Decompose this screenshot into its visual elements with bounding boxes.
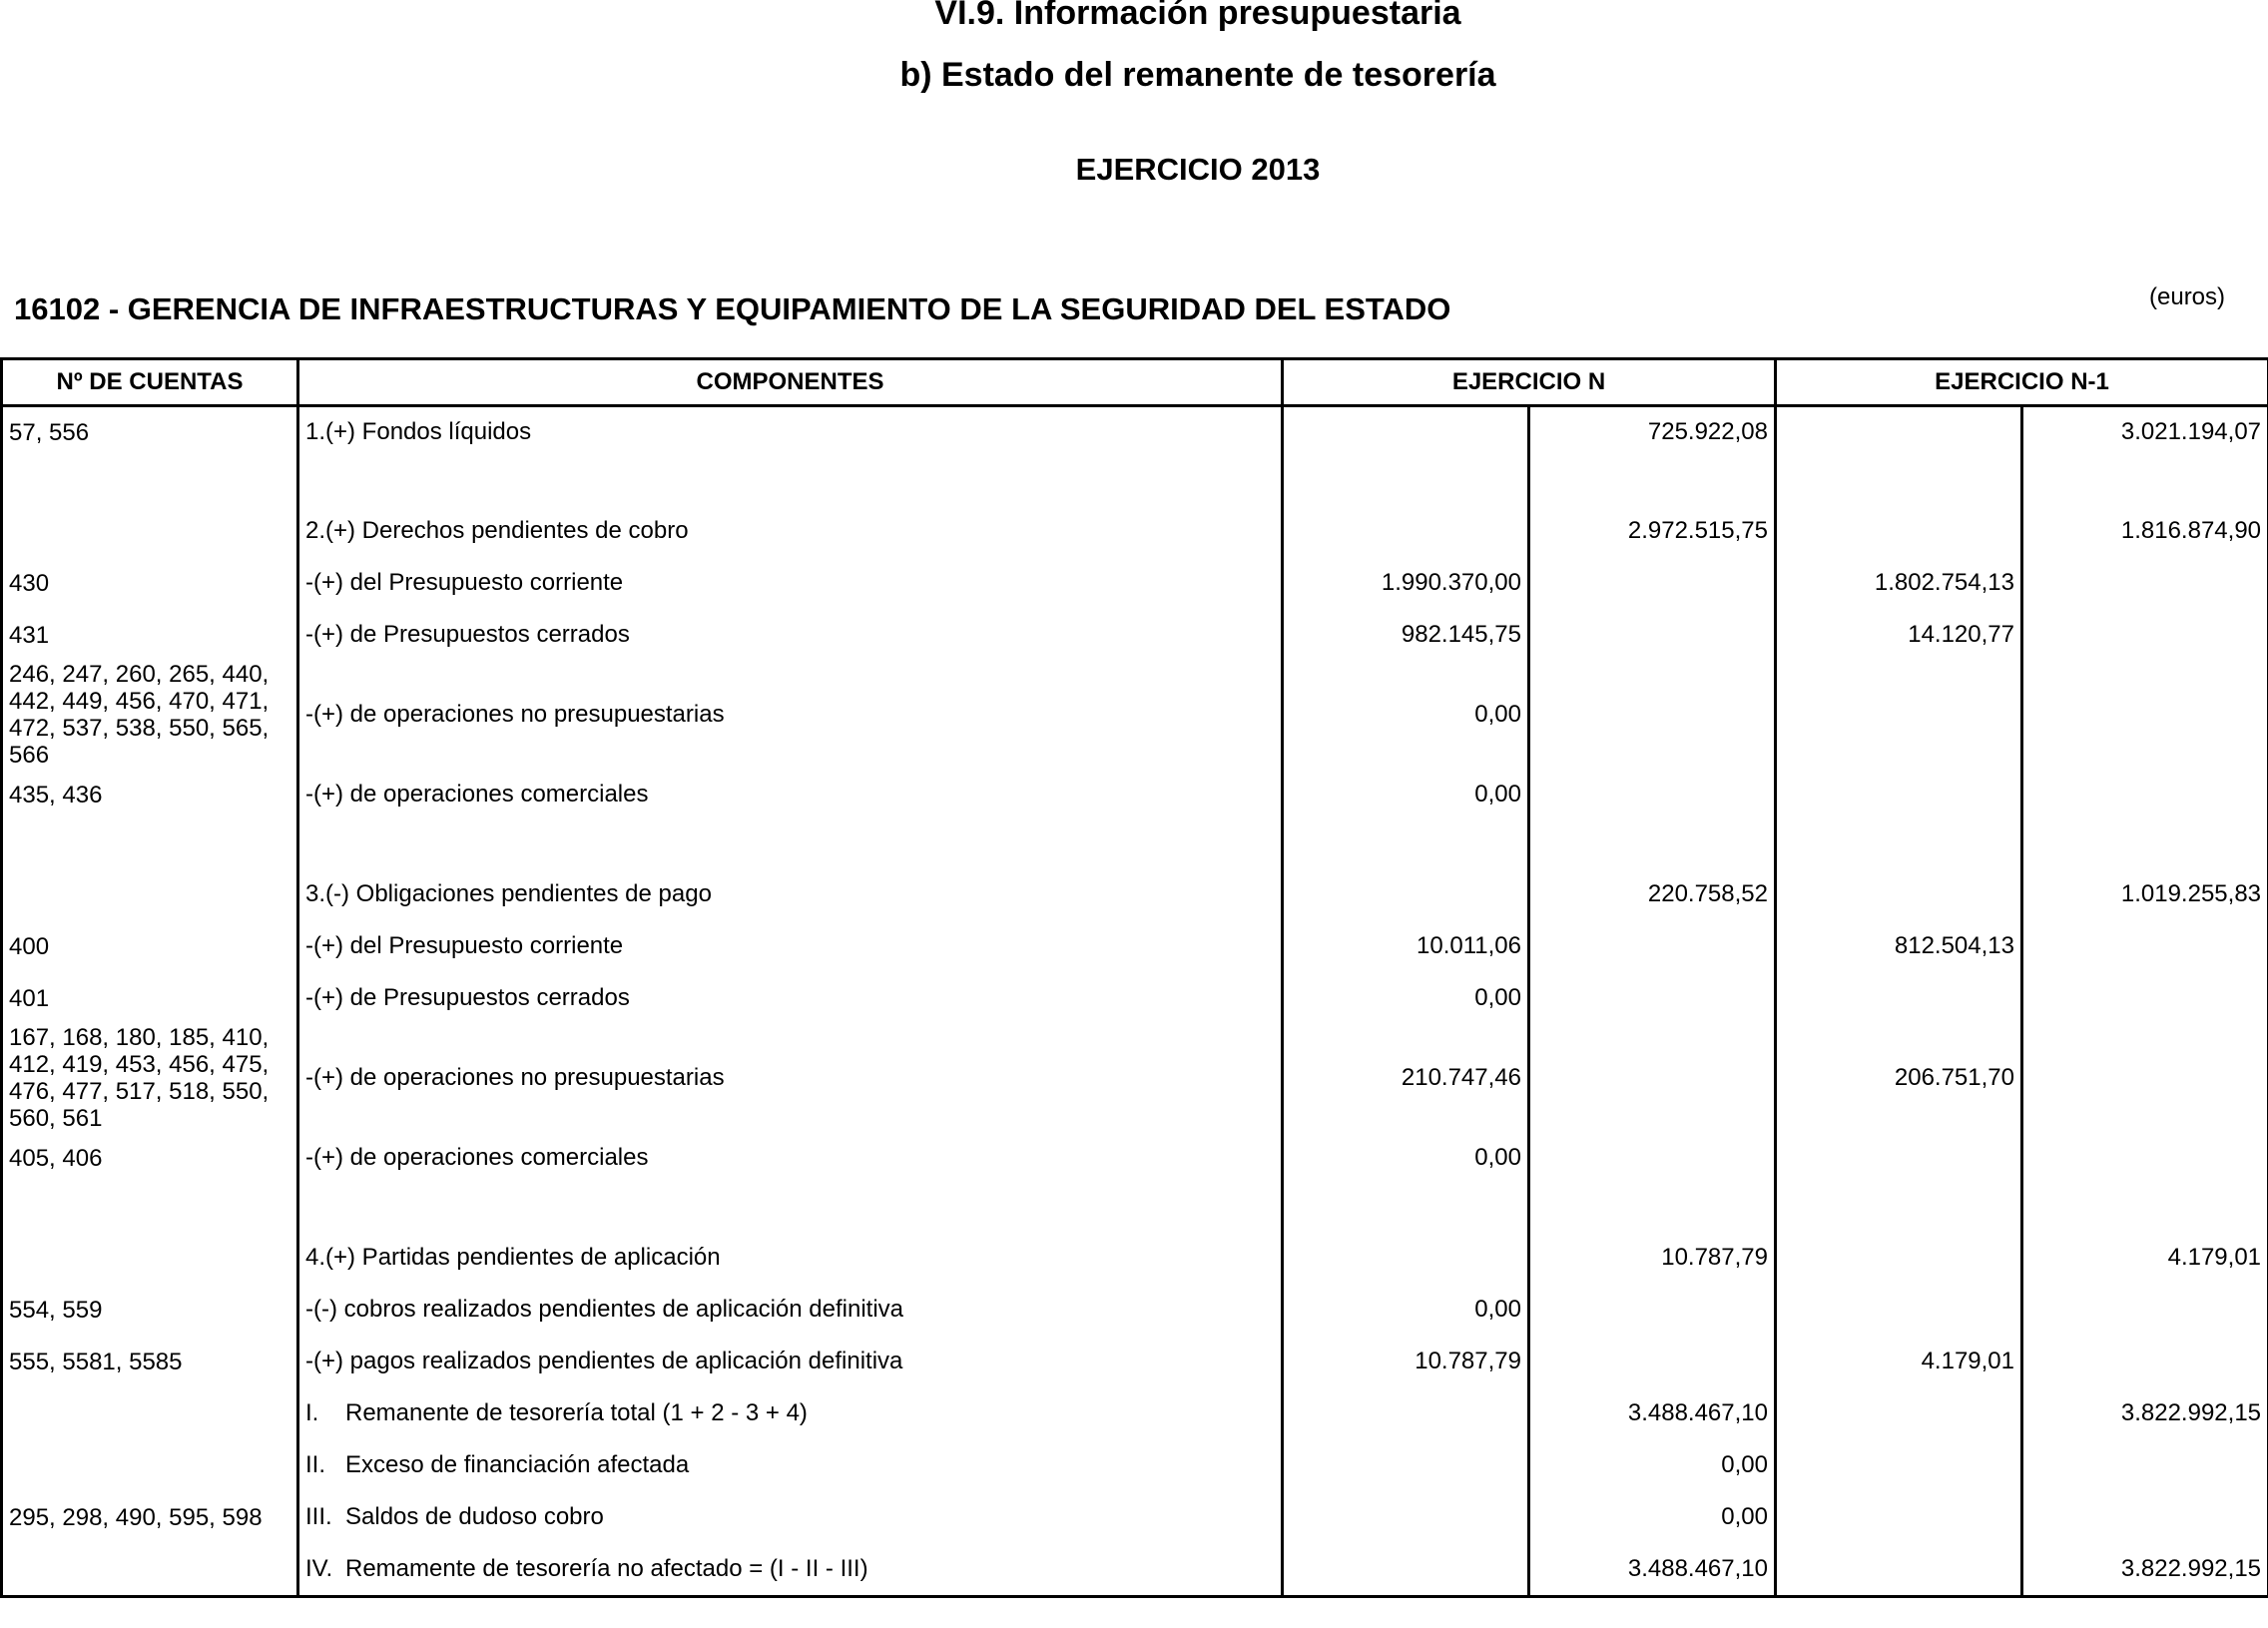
row-cuentas: 405, 406 [2,1132,298,1184]
row-ejercicio-n-total: 0,00 [1529,1439,1776,1491]
report-subtitle: b) Estado del remanente de tesorería [899,56,1496,94]
column-header-ejercicio-n: EJERCICIO N [1283,359,1776,406]
spacer-row [2,1184,2268,1232]
row-numeral: II. [305,1451,326,1478]
row-ejercicio-n-total [1529,972,1776,1024]
row-ejercicio-n-total [1529,1132,1776,1184]
row-cuentas: 435, 436 [2,769,298,820]
row-numeral: IV. [305,1555,333,1582]
row-ejercicio-n-total [1529,1284,1776,1336]
row-ejercicio-n1-detalle [1776,1491,2022,1543]
spacer-cell [2022,457,2268,505]
row-ejercicio-n1-total: 3.822.992,15 [2022,1543,2268,1597]
row-ejercicio-n1-total: 1.816.874,90 [2022,505,2268,557]
row-componente: 4.(+) Partidas pendientes de aplicación [298,1232,1283,1284]
table-body [2,406,2268,1597]
spacer-row [2,457,2268,505]
table-row [2,661,2268,769]
row-componente: -(+) de Presupuestos cerrados [298,972,1283,1024]
row-componente: -(+) de operaciones no presupuestarias [298,661,1283,769]
row-ejercicio-n-total: 10.787,79 [1529,1232,1776,1284]
row-ejercicio-n1-total: 3.822.992,15 [2022,1387,2268,1439]
row-ejercicio-n1-detalle [1776,661,2022,769]
row-ejercicio-n-total: 220.758,52 [1529,868,1776,920]
row-cuentas: 167, 168, 180, 185, 410, 412, 419, 453, 456, 475, 476, 477, 517, 518, 550, 560, 561 [2,1024,298,1132]
spacer-cell [2,1184,298,1232]
spacer-cell [1529,457,1776,505]
row-ejercicio-n1-total [2022,769,2268,820]
row-ejercicio-n1-total [2022,1336,2268,1387]
fiscal-year: EJERCICIO 2013 [1075,152,1321,187]
row-componente [298,1491,1283,1543]
spacer-cell [1776,820,2022,868]
row-cuentas [2,1439,298,1491]
row-componente: -(+) de operaciones comerciales [298,1132,1283,1184]
row-cuentas: 400 [2,920,298,972]
row-componente: -(+) de Presupuestos cerrados [298,609,1283,661]
row-ejercicio-n1-total [2022,1284,2268,1336]
currency-units: (euros) [2149,283,2226,310]
row-ejercicio-n1-total [2022,1439,2268,1491]
row-componente [298,1543,1283,1597]
row-ejercicio-n1-total [2022,661,2268,769]
row-componente: -(+) pagos realizados pendientes de aplicación definitiva [298,1336,1283,1387]
row-cuentas [2,1543,298,1597]
row-ejercicio-n1-detalle: 206.751,70 [1776,1024,2022,1132]
treasury-surplus-table [0,357,2268,1598]
row-cuentas: 295, 298, 490, 595, 598 [2,1491,298,1543]
row-numeral: III. [305,1503,332,1530]
row-cuentas [2,868,298,920]
row-cuentas: 57, 556 [2,406,298,458]
table-row [2,972,2268,1024]
row-ejercicio-n-detalle [1283,868,1529,920]
row-ejercicio-n1-detalle [1776,1387,2022,1439]
row-ejercicio-n1-detalle: 812.504,13 [1776,920,2022,972]
row-ejercicio-n-detalle [1283,1232,1529,1284]
table-row [2,1387,2268,1439]
table-row [2,557,2268,609]
row-ejercicio-n1-detalle [1776,505,2022,557]
spacer-cell [1776,1184,2022,1232]
row-cuentas: 554, 559 [2,1284,298,1336]
row-ejercicio-n-total [1529,661,1776,769]
spacer-cell [1529,1184,1776,1232]
table-row [2,868,2268,920]
spacer-cell [1283,457,1529,505]
row-ejercicio-n1-total [2022,1024,2268,1132]
row-ejercicio-n1-detalle [1776,868,2022,920]
table-row [2,1024,2268,1132]
row-ejercicio-n-detalle: 1.990.370,00 [1283,557,1529,609]
row-ejercicio-n-detalle: 982.145,75 [1283,609,1529,661]
spacer-cell [2022,820,2268,868]
row-componente: 1.(+) Fondos líquidos [298,406,1283,458]
row-cuentas: 401 [2,972,298,1024]
column-header-ejercicio-n1: EJERCICIO N-1 [1776,359,2268,406]
table-row [2,609,2268,661]
column-header-cuentas: Nº DE CUENTAS [2,359,298,406]
row-ejercicio-n1-detalle: 14.120,77 [1776,609,2022,661]
row-componente [298,1387,1283,1439]
row-ejercicio-n1-detalle: 4.179,01 [1776,1336,2022,1387]
row-ejercicio-n-detalle [1283,1439,1529,1491]
row-componente: -(+) del Presupuesto corriente [298,557,1283,609]
entity-name: 16102 - GERENCIA DE INFRAESTRUCTURAS Y EQUIPAMIENTO DE LA SEGURIDAD DEL ESTADO [14,291,1451,326]
row-ejercicio-n-total [1529,1336,1776,1387]
table-row [2,406,2268,458]
row-cuentas [2,1232,298,1284]
spacer-cell [298,820,1283,868]
row-componente: -(+) de operaciones no presupuestarias [298,1024,1283,1132]
row-ejercicio-n1-total: 3.021.194,07 [2022,406,2268,458]
spacer-cell [298,1184,1283,1232]
row-componente-text: Exceso de financiación afectada [345,1451,690,1478]
row-cuentas: 555, 5581, 5585 [2,1336,298,1387]
table-row [2,1336,2268,1387]
table-row [2,1132,2268,1184]
table-row [2,1232,2268,1284]
row-ejercicio-n1-detalle [1776,769,2022,820]
row-ejercicio-n-detalle: 10.011,06 [1283,920,1529,972]
spacer-cell [1283,1184,1529,1232]
row-ejercicio-n-detalle: 0,00 [1283,1284,1529,1336]
row-ejercicio-n-total [1529,920,1776,972]
row-ejercicio-n-detalle: 10.787,79 [1283,1336,1529,1387]
row-componente [298,1439,1283,1491]
row-ejercicio-n1-total: 1.019.255,83 [2022,868,2268,920]
row-componente-text: Remamente de tesorería no afectado = (I - II - III) [345,1555,868,1582]
spacer-cell [1529,820,1776,868]
row-ejercicio-n1-total [2022,609,2268,661]
table-row [2,1543,2268,1597]
row-numeral: I. [305,1399,319,1426]
row-ejercicio-n-total [1529,1024,1776,1132]
row-cuentas: 431 [2,609,298,661]
row-cuentas [2,1387,298,1439]
row-ejercicio-n-total: 2.972.515,75 [1529,505,1776,557]
row-ejercicio-n1-detalle [1776,1439,2022,1491]
table-row [2,505,2268,557]
row-ejercicio-n-total [1529,769,1776,820]
table-row [2,1439,2268,1491]
spacer-cell [1283,820,1529,868]
row-componente-text: Remanente de tesorería total (1 + 2 - 3 + 4) [345,1399,808,1426]
row-componente: 2.(+) Derechos pendientes de cobro [298,505,1283,557]
row-ejercicio-n-detalle [1283,406,1529,458]
row-ejercicio-n1-total [2022,920,2268,972]
row-ejercicio-n-detalle [1283,1491,1529,1543]
table-header-row [2,359,2268,406]
row-ejercicio-n-detalle: 210.747,46 [1283,1024,1529,1132]
row-ejercicio-n1-total [2022,557,2268,609]
row-cuentas: 430 [2,557,298,609]
table-row [2,920,2268,972]
row-ejercicio-n-detalle: 0,00 [1283,661,1529,769]
row-componente: -(+) de operaciones comerciales [298,769,1283,820]
row-componente-text: Saldos de dudoso cobro [345,1503,604,1530]
row-ejercicio-n-detalle: 0,00 [1283,972,1529,1024]
row-ejercicio-n-detalle: 0,00 [1283,769,1529,820]
row-ejercicio-n-total: 3.488.467,10 [1529,1387,1776,1439]
row-ejercicio-n1-total [2022,1132,2268,1184]
row-componente: 3.(-) Obligaciones pendientes de pago [298,868,1283,920]
spacer-cell [2,457,298,505]
row-ejercicio-n1-total [2022,972,2268,1024]
row-ejercicio-n1-detalle [1776,1132,2022,1184]
row-ejercicio-n1-detalle: 1.802.754,13 [1776,557,2022,609]
row-componente: -(+) del Presupuesto corriente [298,920,1283,972]
spacer-cell [298,457,1283,505]
spacer-row [2,820,2268,868]
table-row [2,1491,2268,1543]
row-componente: -(-) cobros realizados pendientes de aplicación definitiva [298,1284,1283,1336]
row-ejercicio-n-total [1529,557,1776,609]
row-ejercicio-n-detalle [1283,1387,1529,1439]
row-ejercicio-n1-total: 4.179,01 [2022,1232,2268,1284]
spacer-cell [2,820,298,868]
table-row [2,769,2268,820]
table-row [2,1284,2268,1336]
row-ejercicio-n1-detalle [1776,1284,2022,1336]
row-ejercicio-n-detalle [1283,505,1529,557]
row-ejercicio-n-detalle: 0,00 [1283,1132,1529,1184]
row-ejercicio-n-detalle [1283,1543,1529,1597]
row-ejercicio-n1-detalle [1776,972,2022,1024]
row-ejercicio-n-total [1529,609,1776,661]
row-ejercicio-n-total: 725.922,08 [1529,406,1776,458]
row-ejercicio-n1-detalle [1776,406,2022,458]
spacer-cell [1776,457,2022,505]
row-ejercicio-n-total: 0,00 [1529,1491,1776,1543]
report-title: VI.9. Información presupuestaria [934,0,1461,32]
column-header-componentes: COMPONENTES [298,359,1283,406]
spacer-cell [2022,1184,2268,1232]
row-ejercicio-n1-detalle [1776,1543,2022,1597]
row-cuentas: 246, 247, 260, 265, 440, 442, 449, 456, 470, 471, 472, 537, 538, 550, 565, 566 [2,661,298,769]
row-ejercicio-n1-total [2022,1491,2268,1543]
row-ejercicio-n-total: 3.488.467,10 [1529,1543,1776,1597]
row-cuentas [2,505,298,557]
row-ejercicio-n1-detalle [1776,1232,2022,1284]
